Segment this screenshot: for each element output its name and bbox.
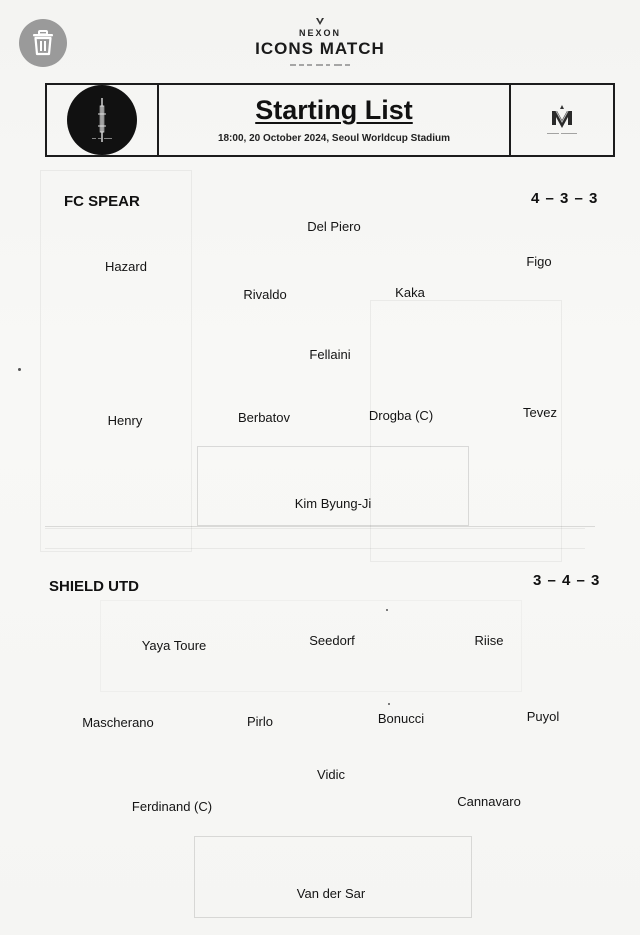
formation-shield-utd: 3 – 4 – 3	[533, 572, 601, 589]
player-fc-spear: Hazard	[105, 259, 147, 274]
player-shield-utd: Bonucci	[377, 711, 425, 726]
header-left-cell	[47, 85, 159, 155]
player-shield-utd: Cannavaro	[457, 794, 521, 809]
header-center-cell	[159, 85, 509, 155]
tagline-squiggle	[290, 63, 350, 67]
brand-title: ICONS MATCH	[255, 39, 385, 58]
logo-wordmark	[547, 132, 577, 135]
team-name-fc-spear: FC SPEAR	[64, 193, 140, 210]
player-fc-spear: Figo	[526, 254, 552, 269]
brand-nexon: NEXON	[298, 28, 341, 38]
player-shield-utd: Ferdinand (C)	[131, 799, 213, 814]
page-title: Starting List	[255, 94, 413, 125]
bleed-through-table	[40, 170, 192, 552]
player-shield-utd: Riise	[474, 633, 504, 648]
formation-fc-spear: 4 – 3 – 3	[531, 190, 599, 207]
bleed-through-line	[45, 548, 585, 549]
scan-speck	[18, 368, 21, 371]
player-shield-utd: Seedorf	[309, 633, 355, 648]
goalkeeper-box	[194, 836, 472, 918]
player-fc-spear: Henry	[107, 413, 143, 428]
player-fc-spear: Del Piero	[307, 219, 361, 234]
team-divider	[45, 526, 595, 527]
header-box	[45, 83, 615, 157]
spear-logo-wordmark	[92, 136, 112, 141]
event-brand	[0, 16, 640, 69]
player-shield-utd: Pirlo	[246, 714, 274, 729]
match-details: 18:00, 20 October 2024, Seoul Worldcup Stadium	[217, 132, 451, 144]
player-shield-utd: Vidic	[317, 767, 345, 782]
goalkeeper-box	[197, 446, 469, 526]
bleed-through-line	[45, 528, 585, 529]
player-fc-spear: Berbatov	[237, 410, 291, 425]
player-fc-spear: Kaka	[395, 285, 425, 300]
wordmark-graphic	[92, 137, 112, 140]
player-fc-spear: Drogba (C)	[368, 408, 434, 423]
player-shield-utd: Mascherano	[82, 715, 154, 730]
spear-logo	[67, 85, 137, 155]
brand-emblem-icon	[315, 16, 325, 26]
player-fc-spear-gk: Kim Byung-Ji	[294, 496, 372, 511]
brand-tagline-graphic	[0, 63, 640, 69]
header-right-cell	[509, 85, 613, 155]
scan-speck	[388, 703, 390, 705]
player-shield-utd: Puyol	[526, 709, 560, 724]
player-shield-utd-gk: Van der Sar	[296, 886, 366, 901]
player-fc-spear: Rivaldo	[243, 287, 287, 302]
icons-match-logo-icon	[550, 105, 574, 131]
player-fc-spear: Tevez	[523, 405, 557, 420]
player-fc-spear: Fellaini	[309, 347, 351, 362]
team-name-shield-utd: SHIELD UTD	[49, 578, 139, 595]
scan-speck	[386, 609, 388, 611]
player-shield-utd: Yaya Toure	[141, 638, 207, 653]
